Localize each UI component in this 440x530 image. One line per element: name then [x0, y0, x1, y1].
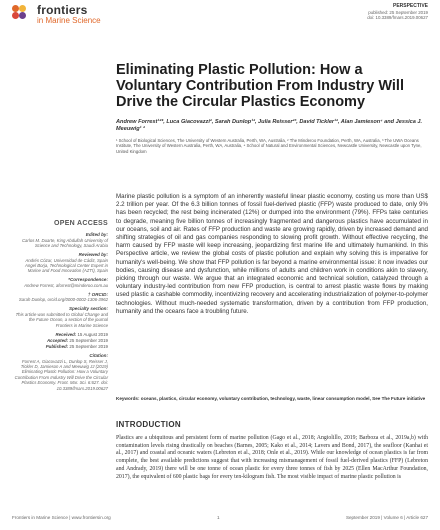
reviewer-1: Andrés Cózar, Universidad de Cádiz, Spain: [25, 257, 108, 263]
page-header: [12, 4, 428, 28]
citation-text: Forrest A, Giacovazzi L, Dunlop S, Reisser J, Tickler D, Jamieson A and Meeuwig JJ (2019) Eliminating Plastic Pollution: How a Voluntary Contribution From Industry Will Drive the Circular Plastics Economy. Front. Mar. Sci. 6:627. doi: 10.3389/fmars.2019.00627: [14, 358, 108, 391]
specialty-heading: Specialty section:: [68, 306, 108, 312]
affiliations: ¹ School of Biological Sciences, The University of Western Australia, Perth, WA, Australia, ² The Minderoo Foundation, Perth, WA, Australia, ³ The UWA Oceans Institute, The University of Western Australia, Perth, WA, Australia, ⁴ School of Natural and Environmental Sciences, Newcastle University, Newcastle upon Tyne, United Kingdom: [116, 137, 422, 154]
keywords-label: Keywords:: [116, 396, 140, 401]
article-type: PERSPECTIVE: [392, 3, 428, 9]
correspondence-heading: *Correspondence:: [68, 277, 108, 283]
article-sidebar: [12, 220, 108, 391]
date-row: Accepted: 25 September 2019: [46, 337, 108, 343]
reviewed-by-heading: Reviewed by:: [78, 251, 108, 257]
open-access-label: OPEN ACCESS: [54, 220, 108, 227]
footer-issue-info: September 2019 | Volume 6 | Article 627: [345, 515, 428, 520]
keywords-list: oceans, plastics, circular economy, voluntary contribution, technology, waste, linear consumption model, See The Future initiative: [140, 396, 426, 401]
date-row: Published: 25 September 2019: [45, 343, 108, 349]
reviewer-2: Angel Borja, Technological Center Expert in Marine and Food Innovation (AZTI), Spain: [25, 262, 108, 274]
author-list: Andrew Forrest¹²*, Luca Giacovazzi², Sarah Dunlop¹², Julia Reisser²³, David Tickler¹², Alan Jamieson⁴ and Jessica J. Meeuwig¹ ²: [116, 119, 423, 133]
article-title: Eliminating Plastic Pollution: How a Voluntary Contribution From Industry Will Drive the Circular Plastics Economy: [116, 62, 404, 110]
orcid-link[interactable]: Sarah Dunlop, orcid.org/0000-0002-1306-3962: [18, 297, 108, 303]
edited-by-heading: Edited by:: [85, 232, 108, 237]
date-row: Received: 15 August 2019: [55, 332, 108, 338]
specialty-text: This article was submitted to Global Change and the Future Ocean, a section of the journal Frontiers in Marine Science: [15, 311, 108, 328]
section-heading-introduction: INTRODUCTION: [116, 420, 181, 429]
article-dates: [12, 332, 108, 349]
brand-name: frontiers: [37, 3, 88, 17]
journal-name: in Marine Science: [37, 16, 101, 25]
citation-heading: Citation:: [89, 352, 108, 358]
article-meta: [367, 4, 428, 21]
editor-name: Carlos M. Duarte, King Abdullah University of Science and Technology, Saudi Arabia: [21, 237, 108, 248]
page-number: 1: [217, 515, 220, 520]
abstract: Marine plastic pollution is a symptom of an inherently wasteful linear plastic economy, costing us more than US$ 2.2 trillion per year. Of the 6.3 billion tonnes of fossil fuel-derived plastic (FFP) waste produced to date, only 9% has been recycled; the rest being incinerated (12%) or dumped into the environment (79%). FFPs take centuries to degrade, meaning five billion tonnes of increasingly fragmented and dangerous plastics have accumulated in our oceans, soil and air. Rates of FFP production and waste are growing rapidly, driven by increased demand and shifting strategies of oil and gas companies responding to slowing profit growth. Without effective recycling, the harm caused by FFP waste will keep increasing, jeopardizing first marine life and ultimately humankind. In this Perspective article, we review the global costs of plastic pollution and explain why solving this is imperative for humanity's well-being. We show that FFP pollution is far beyond a marine environmental issue: it now invades our bodies, causing disease and dysfunction, while millions of adults and children work in conditions akin to slavery, picking through our waste. We argue that an integrated economic and technical solution, catalyzed through a voluntary industry-led contribution from new FFP production, is central to arrest plastic waste flows by making used plastic a cashable commodity, incentivizing recovery and accelerating industrialization of polymer-to-polymer technologies. Without much-needed systematic transformation, driven by a contribution from FFP production, humanity and the oceans face a troubling future.: [116, 193, 428, 315]
published-date: published: 25 September 2019: [368, 9, 428, 15]
frontiers-logo-icon: [12, 5, 32, 25]
introduction-text: Plastics are a ubiquitous and persistent form of marine pollution (Gago et al., 2018; Angiolillo, 2019; Barboza et al., 2019a,b) with contamination levels rising drastically on beaches (Barnes, 2005; Kako et al., 2014; Lavers and Bond, 2017), the seafloor (Kanhai et al., 2017) and coastal and oceanic waters (Lebreton et al., 2018; Onle et al., 2019). While our knowledge of ocean plastics is far from complete, the best available predictions suggest that with increasing mismanagement of fossil fuel-derived plastics (FFP) (Lebreton and Andrady, 2019) there will be one tonne of ocean plastic for every three tonnes of fish by 2025 (Ellen MacArthur Foundation, 2017), the equivalent of 600 plastic bags for every ten-kilogram fish. The most visible impact of marine plastic pollution is: [116, 435, 428, 480]
correspondence-email[interactable]: Andrew Forrest, aforrest@minderoo.com.au: [24, 282, 108, 288]
footer-journal-link[interactable]: Frontiers in Marine Science | www.frontiersin.org: [12, 515, 111, 520]
keywords: [116, 396, 428, 402]
doi-link[interactable]: doi: 10.3389/fmars.2019.00627: [367, 15, 428, 21]
title-block: [116, 62, 426, 155]
orcid-heading: † ORCID:: [87, 291, 108, 297]
frontiers-logo[interactable]: [12, 4, 101, 25]
